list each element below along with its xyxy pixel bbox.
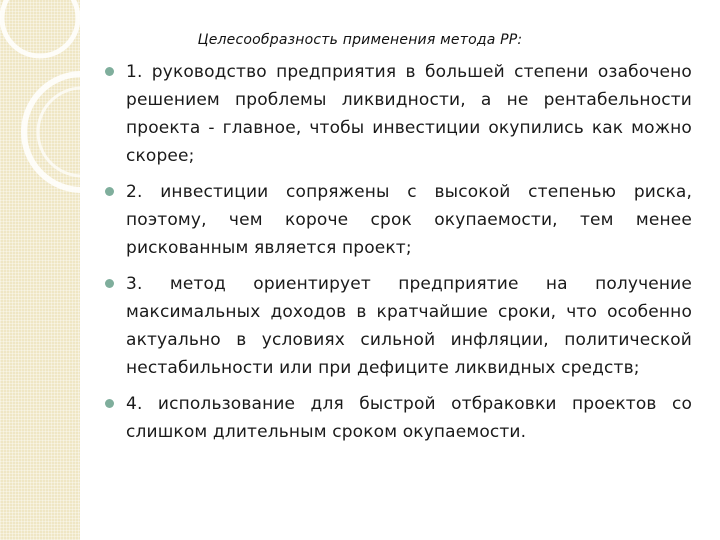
list-item-text: 1. руководство предприятия в большей степени озабочено решением проблемы ликвидности, а не рентабельности проекта - главное, чтобы инвестиции окупились как можно скорее;: [126, 62, 692, 166]
circle-bullet-icon: [105, 67, 114, 76]
decorative-side-strip: [0, 0, 80, 540]
list-item-text: 3. метод ориентирует предприятие на получение максимальных доходов в кратчайшие сроки, что особенно актуально в условиях сильной инфляции, политической нестабильности или при дефиците ликвидных средств;: [126, 274, 692, 378]
circle-bullet-icon: [105, 279, 114, 288]
list-item-text: 2. инвестиции сопряжены с высокой степенью риска, поэтому, чем короче срок окупаемости, тем менее рискованным является проект;: [126, 182, 692, 258]
slide-title: Целесообразность применения метода РР:: [197, 32, 523, 48]
bullet-list: [126, 58, 692, 454]
list-item: [126, 178, 692, 262]
circle-rings-decoration: [0, 0, 80, 540]
list-item-text: 4. использование для быстрой отбраковки проектов со слишком длительным сроком окупаемости.: [126, 394, 692, 442]
circle-bullet-icon: [105, 187, 114, 196]
list-item: [126, 58, 692, 170]
list-item: [126, 270, 692, 382]
list-item: [126, 390, 692, 446]
circle-bullet-icon: [105, 399, 114, 408]
